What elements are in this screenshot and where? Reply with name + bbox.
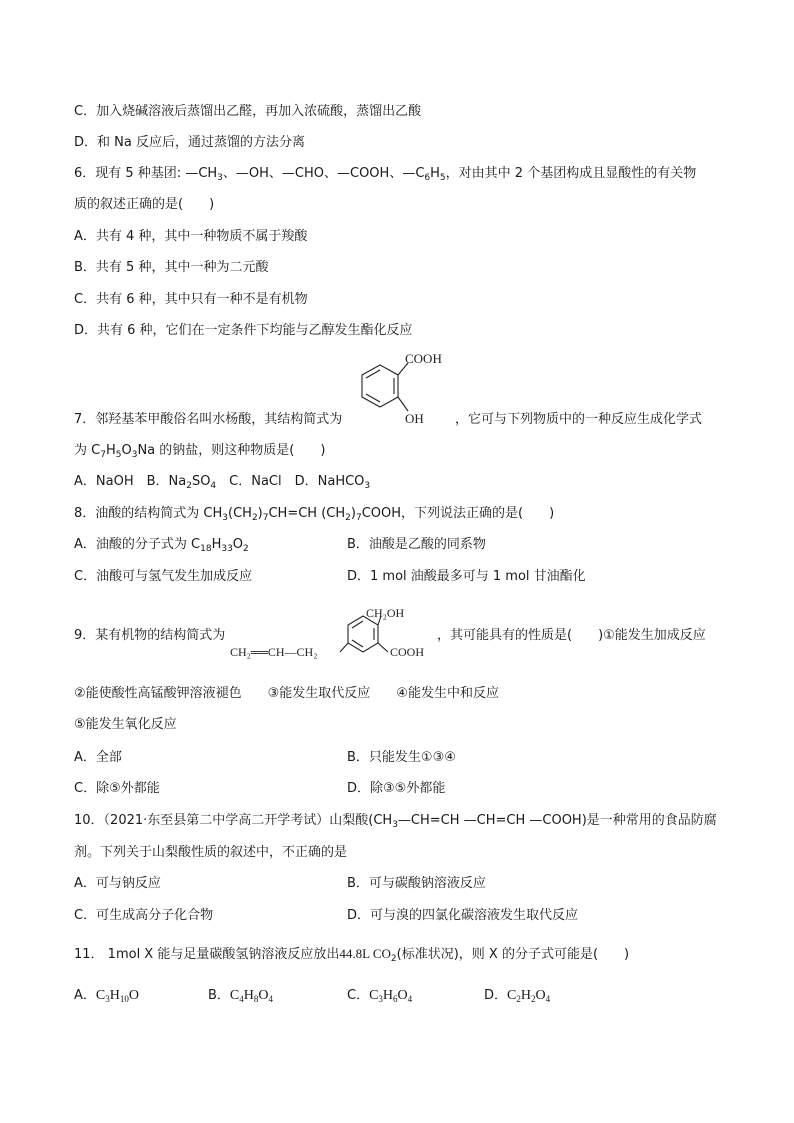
q9-stem: 9．某有机物的结构简式为	[74, 628, 226, 643]
ch2oh-label: CH₂OH	[366, 606, 405, 620]
q11-option-a: A．$C_3H_{10}O$	[74, 988, 139, 1004]
q7-stem-tail: ，它可与下列物质中的一种反应生成化学式	[455, 412, 703, 427]
q10-option-a: A．可与钠反应	[74, 876, 161, 891]
q10-option-c: C．可生成高分子化合物	[74, 908, 214, 923]
q9-structure	[228, 604, 438, 666]
q8-option-a: A．油酸的分子式为 $C_{18}H_{33}O_2$	[74, 537, 249, 554]
q6-stem-line2: 质的叙述正确的是( )	[74, 197, 215, 212]
q11-option-d: D．$C_2H_2O_4$	[484, 988, 551, 1004]
option-c-prev: C．加入烧碱溶液后蒸馏出乙醛，再加入浓硫酸，蒸馏出乙酸	[74, 104, 422, 119]
q11-option-b: B．$C_4H_8O_4$	[208, 988, 274, 1004]
q10-stem: 10．（2021·东至县第二中学高二开学考试）山梨酸($CH_3—CH=CH$ —CH=CH —COOH)是一种常用的食品防腐	[74, 813, 717, 830]
vinyl-chain-label: CH₂══CH—CH₂	[230, 645, 318, 659]
q7-options: A．NaOH B．$Na_2SO_4$ C．NaCl D．NaHCO$_3$	[74, 474, 371, 491]
q11-stem: 11． 1mol X 能与足量碳酸氢钠溶液反应放出44.8L $CO_2$(标准状况)，则 X 的分子式可能是( )	[74, 946, 630, 964]
q6-option-d: D．共有 6 种，它们在一定条件下均能与乙醇发生酯化反应	[74, 323, 413, 338]
q8-option-c: C．油酸可与氢气发生加成反应	[74, 569, 253, 584]
q9-option-d: D．除③⑤外都能	[347, 781, 446, 796]
q8-option-b: B．油酸是乙酸的同系物	[347, 537, 486, 552]
q10-option-b: B．可与碳酸钠溶液反应	[347, 876, 486, 891]
q9-option-b: B．只能发生①③④	[347, 750, 456, 765]
q8-stem: 8．油酸的结构简式为 $CH_3(CH_2)_7CH=CH$ $(CH_2)_7COOH$，下列说法正确的是( )	[74, 506, 555, 523]
q7-stem-line2: 为 $C_7H_5O_3Na$ 的钠盐，则这种物质是( )	[74, 443, 326, 460]
q9-cooh-label: COOH	[390, 645, 425, 659]
q6-option-c: C．共有 6 种，其中只有一种不是有机物	[74, 292, 308, 307]
q9-stem-tail: ，其可能具有的性质是( )①能发生加成反应	[437, 628, 706, 643]
option-d-prev: D．和 Na 反应后，通过蒸馏的方法分离	[74, 135, 305, 150]
q8-option-d: D．1 mol 油酸最多可与 1 mol 甘油酯化	[347, 569, 586, 584]
q10-stem-line2: 剂。下列关于山梨酸性质的叙述中，不正确的是	[74, 845, 348, 860]
q6-option-a: A．共有 4 种，其中一种物质不属于羧酸	[74, 229, 308, 244]
salicylic-acid-structure	[350, 345, 460, 430]
q7-stem: 7．邻羟基苯甲酸俗名叫水杨酸，其结构简式为	[74, 412, 343, 427]
q9-stem-line2: ②能使酸性高锰酸钾溶液褪色 ③能发生取代反应 ④能发生中和反应	[74, 686, 499, 701]
q11-option-c: C．$C_3H_6O_4$	[347, 988, 413, 1004]
q9-option-c: C．除⑤外都能	[74, 781, 160, 796]
oh-label: OH	[405, 411, 424, 426]
q6-option-b: B．共有 5 种，其中一种为二元酸	[74, 260, 269, 275]
q10-option-d: D．可与溴的四氯化碳溶液发生取代反应	[347, 908, 579, 923]
cooh-label: COOH	[405, 351, 442, 366]
q9-option-a: A．全部	[74, 750, 122, 765]
q9-stem-line3: ⑤能发生氧化反应	[74, 717, 177, 732]
q6-stem: 6．现有 5 种基团: $—CH_3$、—OH、—CHO、—COOH、$—C_6H_5$，对由其中 2 个基团构成且显酸性的有关物	[74, 166, 697, 183]
